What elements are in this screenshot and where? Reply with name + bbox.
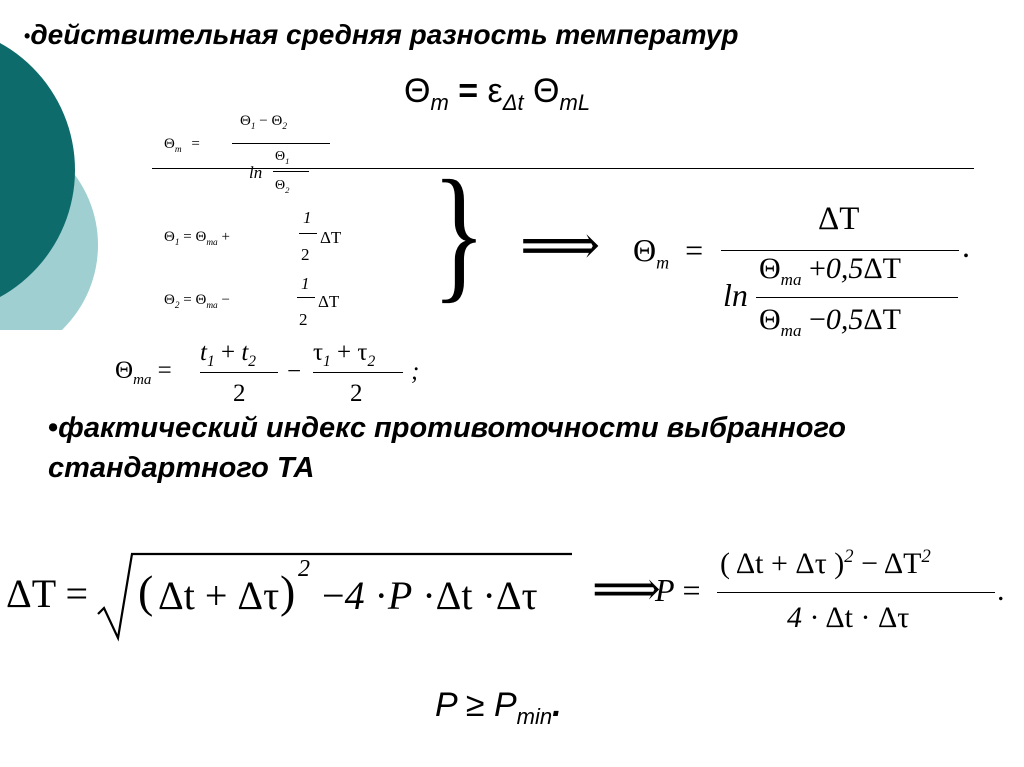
- equals-sign: =: [458, 72, 479, 110]
- lhs: [164, 136, 200, 155]
- sub-2: 2: [282, 122, 287, 132]
- condition-text: P ≥ P: [435, 686, 517, 724]
- heading-line-2: стандартного ТА: [48, 452, 315, 484]
- ln-fraction-bar: [273, 171, 309, 172]
- equals: =: [157, 357, 172, 384]
- t: t: [241, 339, 249, 366]
- sum-inside: [158, 572, 279, 619]
- delta-T: ΔT: [863, 252, 901, 285]
- delta-t: Δt: [435, 573, 473, 618]
- sub-ma: ma: [206, 301, 218, 311]
- delta-T: ΔT: [318, 292, 340, 311]
- sub-1: 1: [285, 155, 290, 166]
- separator-line: [152, 168, 974, 169]
- delta-tau: Δτ: [878, 601, 910, 634]
- dot: ·: [422, 573, 436, 618]
- minus: −: [808, 303, 826, 336]
- numerator: [240, 113, 287, 132]
- sub-mL: mL: [559, 89, 591, 115]
- close-paren: ): [280, 566, 296, 617]
- dot: ·: [809, 601, 820, 634]
- sub-1: 1: [323, 353, 331, 370]
- denominator: [787, 601, 909, 635]
- equals: =: [65, 571, 88, 616]
- sub-ma: ma: [780, 321, 802, 340]
- plus: +: [337, 339, 352, 366]
- sub-1: 1: [206, 353, 215, 370]
- theta: Θ: [759, 252, 781, 285]
- delta-tau: Δτ: [795, 547, 827, 580]
- heading-text: действительная средняя разность температур: [30, 19, 739, 50]
- delta-T: ΔT: [6, 571, 56, 616]
- ln: ln: [723, 277, 748, 313]
- delta-t: Δt: [158, 573, 195, 618]
- delta-t: Δt: [825, 601, 853, 634]
- sub-1: 1: [250, 122, 256, 132]
- half: 0,5: [825, 303, 864, 336]
- numerator: [720, 546, 931, 581]
- semicolon: ;: [411, 358, 420, 385]
- theta: Θ: [275, 149, 286, 164]
- ln-denominator: [275, 178, 289, 195]
- ln: ln: [249, 163, 263, 182]
- theta: Θ: [240, 113, 251, 129]
- lhs: [6, 570, 88, 617]
- equals: =: [682, 572, 701, 608]
- bullet: •: [24, 26, 31, 46]
- close-paren: ): [834, 547, 845, 580]
- exponent-2: 2: [921, 546, 931, 567]
- ln-numerator: [275, 149, 289, 166]
- half: 0,5: [825, 252, 864, 285]
- period: .: [962, 228, 970, 264]
- four: 4: [787, 601, 802, 634]
- delta-tau: Δτ: [237, 573, 280, 618]
- sub-ma: ma: [206, 238, 218, 248]
- sub-2: 2: [248, 353, 257, 370]
- delta-t: Δt: [735, 547, 764, 580]
- fraction-bar: [717, 592, 995, 593]
- delta-T: ΔT: [320, 228, 342, 247]
- curly-brace: }: [432, 150, 486, 316]
- sub-ma: ma: [780, 270, 802, 289]
- theta: Θ: [271, 113, 283, 129]
- open-paren: (: [138, 566, 154, 617]
- denominator-2: 2: [301, 245, 310, 264]
- sub-2: 2: [285, 184, 290, 195]
- equals: =: [685, 232, 704, 268]
- theta: Θ: [759, 303, 781, 336]
- numerator-t: [200, 339, 256, 371]
- minus: −: [287, 358, 302, 385]
- four: 4: [344, 573, 365, 618]
- heading-counterflow-index: [48, 408, 846, 488]
- implies-arrow: ⟹: [520, 215, 601, 277]
- denominator-2: 2: [350, 380, 363, 407]
- product: [322, 572, 538, 619]
- equals: =: [191, 136, 200, 152]
- t: t: [200, 339, 207, 366]
- plus: +: [204, 573, 228, 618]
- minus: −: [221, 292, 230, 308]
- P: P: [655, 572, 675, 608]
- dot: ·: [374, 573, 388, 618]
- theta-symbol: Θ: [533, 72, 560, 110]
- fraction-bar: [299, 233, 317, 234]
- theta: Θ: [164, 292, 175, 308]
- sub-dt: Δt: [502, 89, 524, 115]
- open-paren: (: [720, 547, 730, 580]
- P: P: [387, 573, 413, 618]
- sub-2: 2: [367, 353, 376, 370]
- denominator-2: 2: [233, 380, 246, 407]
- theta: Θ: [275, 178, 286, 193]
- minus: −: [259, 113, 268, 129]
- theta: Θ: [164, 229, 175, 245]
- dot: ·: [860, 601, 871, 634]
- sub-2: 2: [174, 301, 180, 311]
- theta: Θ: [195, 229, 207, 245]
- lhs: [655, 572, 701, 609]
- denominator-2: 2: [299, 310, 308, 329]
- main-fraction-bar: [721, 250, 959, 251]
- heading-line-1: фактический индекс противоточности выбранного: [58, 412, 846, 444]
- theta: Θ: [164, 136, 175, 152]
- theta-symbol: Θ: [404, 72, 431, 110]
- ln-denominator: [759, 303, 901, 341]
- heading-mean-temperature-difference: [24, 19, 738, 51]
- equals: =: [183, 229, 192, 245]
- minus: −: [322, 573, 345, 618]
- sub-m: m: [430, 89, 449, 115]
- condition-P-min: [435, 686, 562, 730]
- ln-fraction-bar: [756, 297, 958, 298]
- numerator-delta-T: ΔT: [818, 201, 860, 237]
- fraction-bar: [232, 143, 330, 144]
- formula-theta-m-epsilon: [404, 72, 590, 116]
- theta: Θ: [633, 232, 657, 268]
- epsilon-symbol: ε: [487, 72, 503, 110]
- delta-T: ΔT: [883, 547, 922, 580]
- period: .: [997, 574, 1005, 607]
- dot: ·: [482, 573, 496, 618]
- minus: −: [861, 547, 878, 580]
- lhs: [164, 292, 230, 311]
- tau: τ: [313, 339, 324, 366]
- delta-tau: Δτ: [495, 573, 538, 618]
- equals: =: [183, 292, 192, 308]
- lhs: [115, 357, 172, 389]
- sub-m: m: [174, 145, 182, 155]
- sub-m: m: [656, 252, 670, 273]
- tau: τ: [357, 339, 368, 366]
- plus: +: [221, 229, 230, 245]
- exponent-2: 2: [298, 556, 310, 582]
- sub-1: 1: [174, 238, 180, 248]
- ln-numerator: [759, 252, 901, 290]
- sub-ma: ma: [133, 372, 152, 388]
- sub-min: min: [516, 703, 553, 729]
- fraction-bar-tau: [313, 372, 403, 373]
- plus: +: [808, 252, 826, 285]
- lhs: [164, 229, 230, 248]
- plus: +: [771, 547, 788, 580]
- numerator-tau: [313, 339, 375, 371]
- delta-T: ΔT: [863, 303, 901, 336]
- bullet: •: [48, 412, 59, 444]
- implies-arrow: ⟹: [592, 563, 661, 616]
- lhs: [633, 232, 703, 273]
- numerator-1: 1: [301, 274, 310, 293]
- numerator-1: 1: [303, 208, 312, 227]
- theta: Θ: [195, 292, 207, 308]
- plus: +: [220, 339, 236, 366]
- fraction-bar: [297, 297, 315, 298]
- exponent-2: 2: [844, 546, 854, 567]
- theta: Θ: [115, 357, 134, 384]
- period: .: [552, 686, 562, 724]
- fraction-bar-t: [200, 372, 278, 373]
